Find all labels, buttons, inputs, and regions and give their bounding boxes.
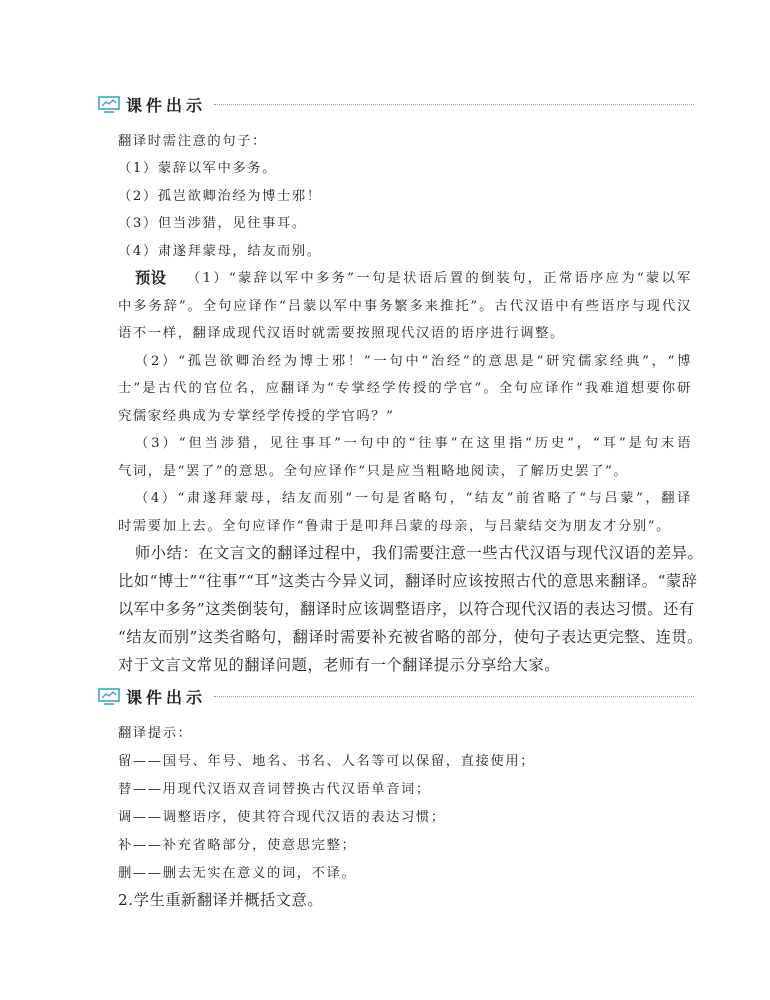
- sentence-item: （1）蒙辞以军中多务。: [118, 161, 278, 176]
- summary-line: 师小结：在文言文的翻译过程中，我们需要注意一些古代汉语与现代汉语的差异。: [135, 544, 704, 562]
- section-heading-courseware: [98, 684, 694, 708]
- answer-line: （4）“肃遂拜蒙母，结友而别”一句是省略句，“结友”前省略了“与吕蒙”，翻译: [135, 491, 692, 506]
- dotted-divider: [214, 104, 694, 105]
- sentence-item: （4）肃遂拜蒙母，结友而别。: [118, 244, 322, 259]
- tip-item: 替——用现代汉语双音词替换古代汉语单音词；: [118, 782, 431, 797]
- sentence-item: （3）但当涉猎，见往事耳。: [118, 216, 307, 231]
- tip-item: 补——补充省略部分，使意思完整；: [118, 838, 357, 853]
- dotted-divider: [214, 696, 694, 697]
- answer-line: 时需要加上去。全句应译作“鲁肃于是叩拜吕蒙的母亲，与吕蒙结交为朋友才分别”。: [118, 519, 672, 534]
- answer-line: （1）“蒙辞以军中多务”一句是状语后置的倒装句，正常语序应为“蒙以军: [187, 271, 692, 286]
- summary-line: “结友而别”这类省略句，翻译时需要补充被省略的部分，使句子表达更完整、连贯。: [118, 628, 704, 646]
- answer-line: 士”是古代的官位名，应翻译为“专掌经学传授的学官”。全句应译作“我难道想要你研: [118, 381, 692, 396]
- step-text: 2.学生重新翻译并概括文意。: [118, 891, 324, 909]
- slideshow-icon: [98, 95, 120, 113]
- answer-line: 语不一样，翻译成现代汉语时就需要按照现代汉语的语序进行调整。: [118, 326, 565, 341]
- answer-line: （3）“但当涉猎，见往事耳”一句中的“往事”在这里指“历史”，“耳”是句末语: [135, 436, 692, 451]
- answer-line: 究儒家经典成为专掌经学传授的学官吗？”: [118, 409, 395, 424]
- tips-intro: 翻译提示：: [118, 726, 193, 741]
- answer-line: 中多务辞”。全句应译作“吕蒙以军中事务繁多来推托”。古代汉语中有些语序与现代汉: [118, 299, 692, 314]
- tip-item: 调——调整语序，使其符合现代汉语的表达习惯；: [118, 810, 446, 825]
- answer-line: （2）“孤岂欲卿治经为博士邪！”一句中“治经”的意思是“研究儒家经典”，“博: [135, 354, 692, 369]
- section-heading-courseware: [98, 92, 694, 116]
- intro-text: 翻译时需注意的句子：: [118, 134, 267, 149]
- summary-line: 比如“博士”“往事”“耳”这类古今异义词，翻译时应该按照古代的意思来翻译。“蒙辞: [118, 572, 698, 590]
- preset-label: 预设: [135, 269, 167, 287]
- tip-item: 删——删去无实在意义的词，不译。: [118, 866, 357, 881]
- section-heading-title: 课件出示: [126, 687, 207, 707]
- slideshow-icon: [98, 687, 120, 705]
- summary-line: 对于文言文常见的翻译问题，老师有一个翻译提示分享给大家。: [118, 656, 561, 674]
- answer-line: 气词，是“罢了”的意思。全句应译作“只是应当粗略地阅读，了解历史罢了”。: [118, 464, 629, 479]
- section-heading-title: 课件出示: [126, 95, 207, 115]
- sentence-item: （2）孤岂欲卿治经为博士邪！: [118, 189, 322, 204]
- summary-line: 以军中多务”这类倒装句，翻译时应该调整语序，以符合现代汉语的表达习惯。还有: [118, 600, 695, 618]
- tip-item: 留——国号、年号、地名、书名、人名等可以保留，直接使用；: [118, 754, 536, 769]
